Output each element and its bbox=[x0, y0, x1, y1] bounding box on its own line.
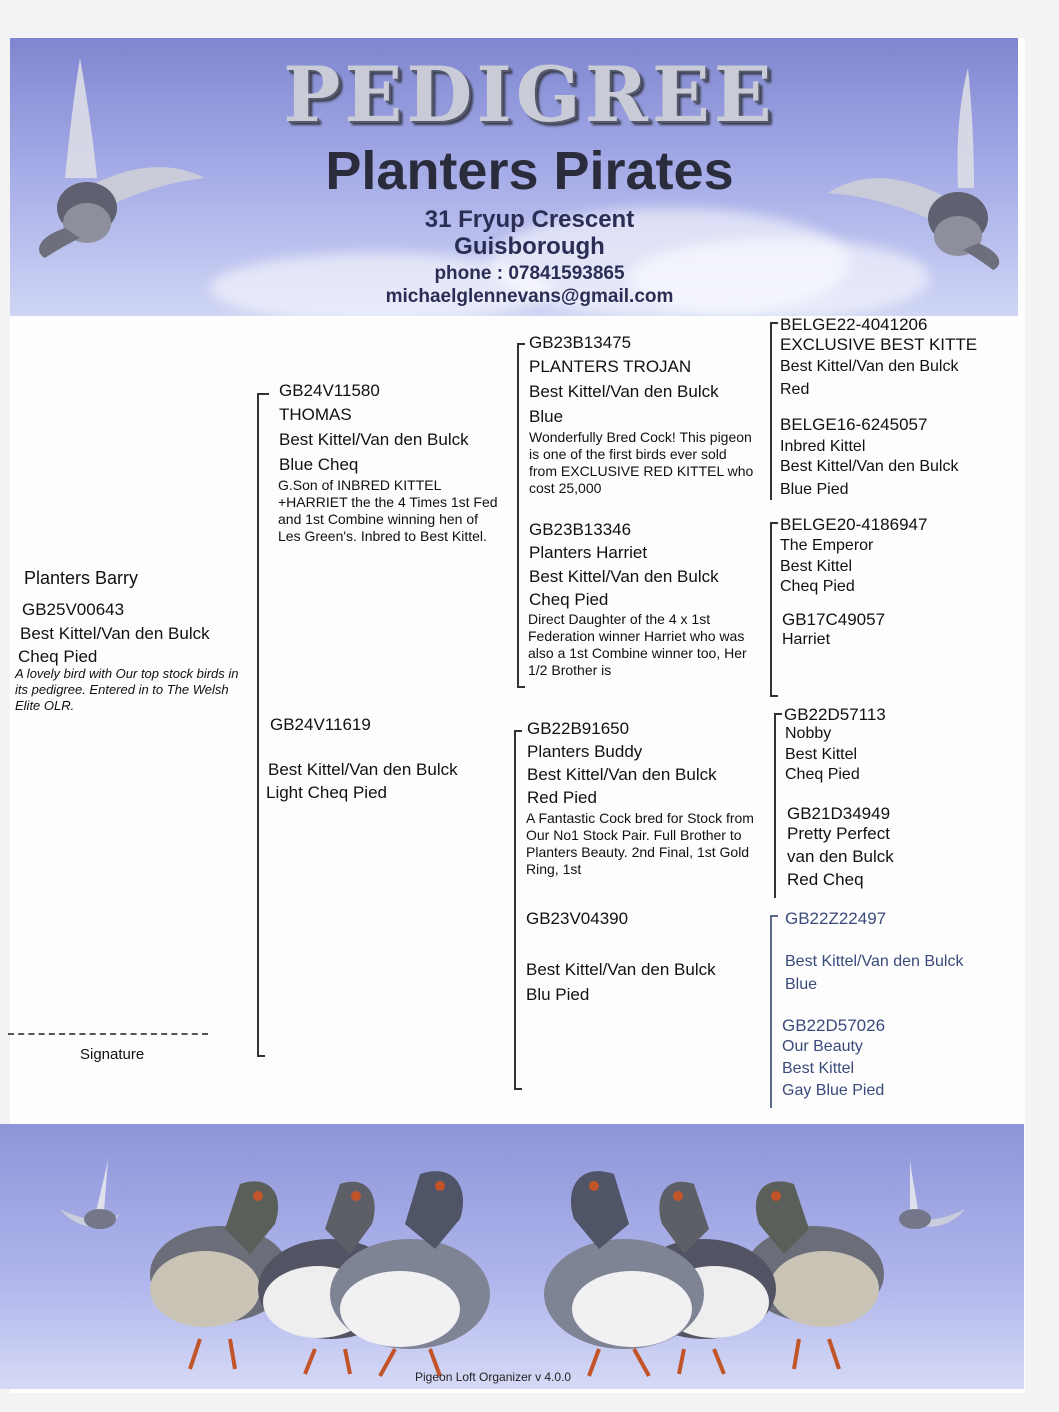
bracket-sire-parents bbox=[517, 343, 519, 688]
dss-name: Nobby bbox=[785, 725, 832, 742]
sds-name: The Emperor bbox=[780, 537, 874, 554]
sd-ring: GB23B13346 bbox=[529, 520, 632, 539]
ddd-ring: GB22D57026 bbox=[782, 1016, 886, 1035]
ssd-ring: BELGE16-6245057 bbox=[780, 415, 928, 434]
dss-ring: GB22D57113 bbox=[784, 705, 886, 724]
sds-color: Cheq Pied bbox=[780, 578, 855, 595]
email: michaelglennevans@gmail.com bbox=[385, 286, 674, 307]
sss-ring: BELGE22-4041206 bbox=[780, 315, 928, 334]
sd-strain: Best Kittel/Van den Bulck bbox=[529, 567, 719, 586]
dsd-name: Pretty Perfect bbox=[787, 824, 890, 843]
sss-color: Red bbox=[780, 381, 810, 398]
dd-strain: Best Kittel/Van den Bulck bbox=[526, 960, 716, 979]
sire-name: THOMAS bbox=[279, 405, 352, 424]
ddd-strain: Best Kittel bbox=[782, 1060, 855, 1077]
bracket-tick bbox=[257, 1055, 265, 1057]
subject-strain: Best Kittel/Van den Bulck bbox=[20, 624, 210, 643]
bracket-dd-parents bbox=[770, 915, 772, 1108]
ds-ring: GB22B91650 bbox=[527, 719, 630, 738]
dss-color: Cheq Pied bbox=[785, 766, 860, 783]
subject-ring: GB25V00643 bbox=[22, 600, 125, 619]
bracket-tick bbox=[770, 322, 778, 324]
address-line-2: Guisborough bbox=[454, 233, 605, 260]
ds-name: Planters Buddy bbox=[527, 742, 643, 761]
sire-ring: GB24V11580 bbox=[279, 381, 380, 400]
subject-color: Cheq Pied bbox=[18, 647, 98, 666]
bracket-tick bbox=[770, 522, 778, 524]
sss-strain: Best Kittel/Van den Bulck bbox=[780, 358, 959, 375]
bracket-tick bbox=[770, 915, 778, 917]
ss-strain: Best Kittel/Van den Bulck bbox=[529, 382, 719, 401]
pigeon-group-icon bbox=[0, 1124, 1024, 1389]
ds-note: A Fantastic Cock bred for Stock from Our No1 Stock Pair. Full Brother to Planters Beauty. 2nd Final, 1st Gold Ring, 1st bbox=[526, 810, 754, 877]
bracket-parents bbox=[257, 393, 259, 1056]
dam-color: Light Cheq Pied bbox=[266, 783, 387, 802]
sds-strain: Best Kittel bbox=[780, 558, 853, 575]
bracket-sd-parents bbox=[770, 522, 772, 697]
signature-label: Signature bbox=[80, 1046, 145, 1063]
dsd-color: Red Cheq bbox=[787, 870, 864, 889]
dsd-strain: van den Bulck bbox=[787, 847, 894, 866]
ssd-strain: Best Kittel/Van den Bulck bbox=[780, 458, 959, 475]
dds-strain: Best Kittel/Van den Bulck bbox=[785, 953, 964, 970]
sire-strain: Best Kittel/Van den Bulck bbox=[279, 430, 469, 449]
bracket-tick bbox=[514, 1088, 522, 1090]
bracket-tick bbox=[774, 713, 782, 715]
bracket-ss-parents bbox=[770, 322, 772, 500]
ddd-color: Gay Blue Pied bbox=[782, 1082, 885, 1099]
address-line-1: 31 Fryup Crescent bbox=[424, 206, 635, 233]
dss-strain: Best Kittel bbox=[785, 746, 858, 763]
bracket-tick bbox=[514, 730, 522, 732]
dds-ring: GB22Z22497 bbox=[785, 909, 887, 928]
phone: phone : 07841593865 bbox=[434, 263, 625, 284]
subject-name: Planters Barry bbox=[24, 568, 139, 588]
sire-note: G.Son of INBRED KITTEL +HARRIET the the 4 Times 1st Fed and 1st Combine winning hen of Les Green's. Inbred to Best Kittel. bbox=[278, 477, 498, 544]
ssd-color: Blue Pied bbox=[780, 481, 849, 498]
bracket-tick bbox=[517, 343, 525, 345]
ds-strain: Best Kittel/Van den Bulck bbox=[527, 765, 717, 784]
sss-name: EXCLUSIVE BEST KITTE bbox=[780, 335, 978, 354]
ss-note: Wonderfully Bred Cock! This pigeon is one of the first birds ever sold from EXCLUSIVE RED KITTEL who cost 25,000 bbox=[529, 429, 754, 496]
bracket-ds-parents bbox=[774, 713, 776, 898]
bracket-dam-parents bbox=[514, 730, 516, 1090]
sd-color: Cheq Pied bbox=[529, 590, 609, 609]
dsd-ring: GB21D34949 bbox=[787, 804, 891, 823]
sds-ring: BELGE20-4186947 bbox=[780, 515, 928, 534]
footer-banner bbox=[0, 1124, 1024, 1389]
ss-color: Blue bbox=[529, 407, 564, 426]
bracket-tick bbox=[517, 686, 525, 688]
dd-ring: GB23V04390 bbox=[526, 909, 629, 928]
ssd-name: Inbred Kittel bbox=[780, 438, 866, 455]
ddd-name: Our Beauty bbox=[782, 1038, 863, 1055]
signature-line bbox=[8, 1033, 208, 1035]
sd-note: Direct Daughter of the 4 x 1st Federation winner Harriet who was also a 1st Combine winner too, Her 1/2 Brother is bbox=[528, 611, 747, 678]
dd-color: Blu Pied bbox=[526, 985, 590, 1004]
sdd-name: Harriet bbox=[782, 631, 831, 648]
sdd-ring: GB17C49057 bbox=[782, 610, 886, 629]
dds-color: Blue bbox=[785, 976, 818, 993]
ds-color: Red Pied bbox=[527, 788, 597, 807]
dam-ring: GB24V11619 bbox=[270, 715, 371, 734]
footer-text: Pigeon Loft Organizer v 4.0.0 bbox=[415, 1370, 572, 1384]
bracket-tick bbox=[770, 695, 778, 697]
sire-color: Blue Cheq bbox=[279, 455, 359, 474]
dam-strain: Best Kittel/Van den Bulck bbox=[268, 760, 458, 779]
subject-note: A lovely bird with Our top stock birds in its pedigree. Entered in to The Welsh Elite OLR. bbox=[15, 666, 239, 713]
pedigree-title: PEDIGREE bbox=[283, 50, 776, 139]
sd-name: Planters Harriet bbox=[529, 543, 648, 562]
ss-name: PLANTERS TROJAN bbox=[529, 357, 692, 376]
loft-name: Planters Pirates bbox=[325, 141, 734, 201]
ss-ring: GB23B13475 bbox=[529, 333, 632, 352]
bracket-tick bbox=[257, 393, 269, 395]
